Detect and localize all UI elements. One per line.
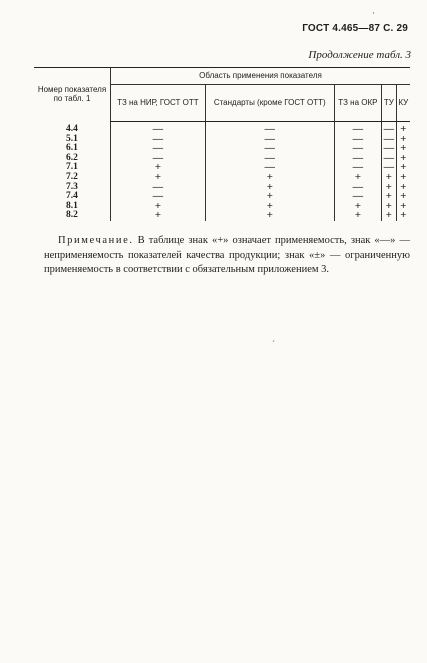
applicability-cell: + xyxy=(382,202,397,212)
applicability-cell: — xyxy=(382,135,397,145)
applicability-cell: — xyxy=(334,122,381,135)
document-reference: ГОСТ 4.465—87 С. 29 xyxy=(302,23,408,34)
applicability-cell: — xyxy=(205,122,334,135)
applicability-cell: + xyxy=(396,122,410,135)
row-number: 7.4 xyxy=(66,191,78,202)
applicability-cell: — xyxy=(205,144,334,154)
applicability-cell: — xyxy=(205,135,334,145)
applicability-cell: + xyxy=(111,202,206,212)
applicability-cell: — xyxy=(334,144,381,154)
applicability-cell: + xyxy=(396,192,410,202)
applicability-cell: — xyxy=(334,135,381,145)
applicability-cell: — xyxy=(111,144,206,154)
table-row xyxy=(34,211,410,221)
applicability-cell: — xyxy=(111,183,206,193)
applicability-cell: + xyxy=(111,163,206,173)
applicability-cell: — xyxy=(111,122,206,135)
param-number-header: Номер показателя по табл. 1 xyxy=(34,68,111,122)
scan-speck: · xyxy=(372,8,375,18)
applicability-cell: + xyxy=(111,211,206,221)
applicability-cell: — xyxy=(382,122,397,135)
applicability-cell: — xyxy=(111,192,206,202)
scan-speck: ˊ xyxy=(272,339,275,349)
applicability-cell: + xyxy=(396,183,410,193)
row-number: 6.1 xyxy=(66,143,78,154)
applicability-cell: — xyxy=(382,154,397,164)
table-row xyxy=(34,202,410,212)
applicability-cell: + xyxy=(205,173,334,183)
column-header: ТЗ на НИР, ГОСТ ОТТ xyxy=(111,85,206,122)
applicability-cell: + xyxy=(111,173,206,183)
row-number: 7.3 xyxy=(66,181,78,192)
row-number: 4.4 xyxy=(66,123,78,134)
table-row xyxy=(34,163,410,173)
table-body xyxy=(34,122,410,221)
row-number: 7.2 xyxy=(66,171,78,182)
applicability-cell: + xyxy=(382,173,397,183)
applicability-cell: — xyxy=(205,163,334,173)
table-continuation-label: Продолжение табл. 3 xyxy=(308,49,411,61)
footnote-lead: Примечание. xyxy=(58,235,134,246)
applicability-cell: + xyxy=(205,211,334,221)
application-area-header: Область применения показателя xyxy=(111,68,411,85)
row-number: 8.1 xyxy=(66,200,78,211)
applicability-cell: — xyxy=(334,183,381,193)
footnote-text: В таблице знак «+» означает применяемость, знак «—» — неприменяемость показателей качества продукции; знак «±» — ограниченную применяемость в соответствии с обязательным приложением 3. xyxy=(44,235,410,275)
footnote xyxy=(44,234,410,278)
applicability-cell: + xyxy=(396,135,410,145)
row-number: 7.1 xyxy=(66,162,78,173)
column-header: ТЗ на ОКР xyxy=(334,85,381,122)
applicability-cell: + xyxy=(205,192,334,202)
applicability-cell: + xyxy=(396,211,410,221)
applicability-table xyxy=(34,67,410,221)
applicability-cell: + xyxy=(334,173,381,183)
row-number: 5.1 xyxy=(66,133,78,144)
applicability-cell: — xyxy=(111,135,206,145)
row-number: 6.2 xyxy=(66,152,78,163)
applicability-cell: + xyxy=(396,154,410,164)
column-header: КУ xyxy=(396,85,410,122)
applicability-cell: + xyxy=(396,202,410,212)
applicability-cell: + xyxy=(205,202,334,212)
applicability-cell: + xyxy=(205,183,334,193)
applicability-cell: — xyxy=(334,163,381,173)
applicability-cell: + xyxy=(396,144,410,154)
applicability-cell: — xyxy=(334,154,381,164)
applicability-cell: + xyxy=(334,202,381,212)
row-number: 8.2 xyxy=(66,210,78,221)
applicability-cell: + xyxy=(382,192,397,202)
applicability-cell: — xyxy=(111,154,206,164)
table-row xyxy=(34,192,410,202)
applicability-cell: + xyxy=(382,183,397,193)
applicability-cell: + xyxy=(396,163,410,173)
applicability-cell: — xyxy=(382,144,397,154)
applicability-cell: + xyxy=(396,173,410,183)
column-header: Стандарты (кроме ГОСТ ОТТ) xyxy=(205,85,334,122)
applicability-cell: — xyxy=(205,154,334,164)
applicability-cell: + xyxy=(382,211,397,221)
applicability-cell: — xyxy=(334,192,381,202)
applicability-cell: — xyxy=(382,163,397,173)
column-header: ТУ xyxy=(382,85,397,122)
applicability-cell: + xyxy=(334,211,381,221)
